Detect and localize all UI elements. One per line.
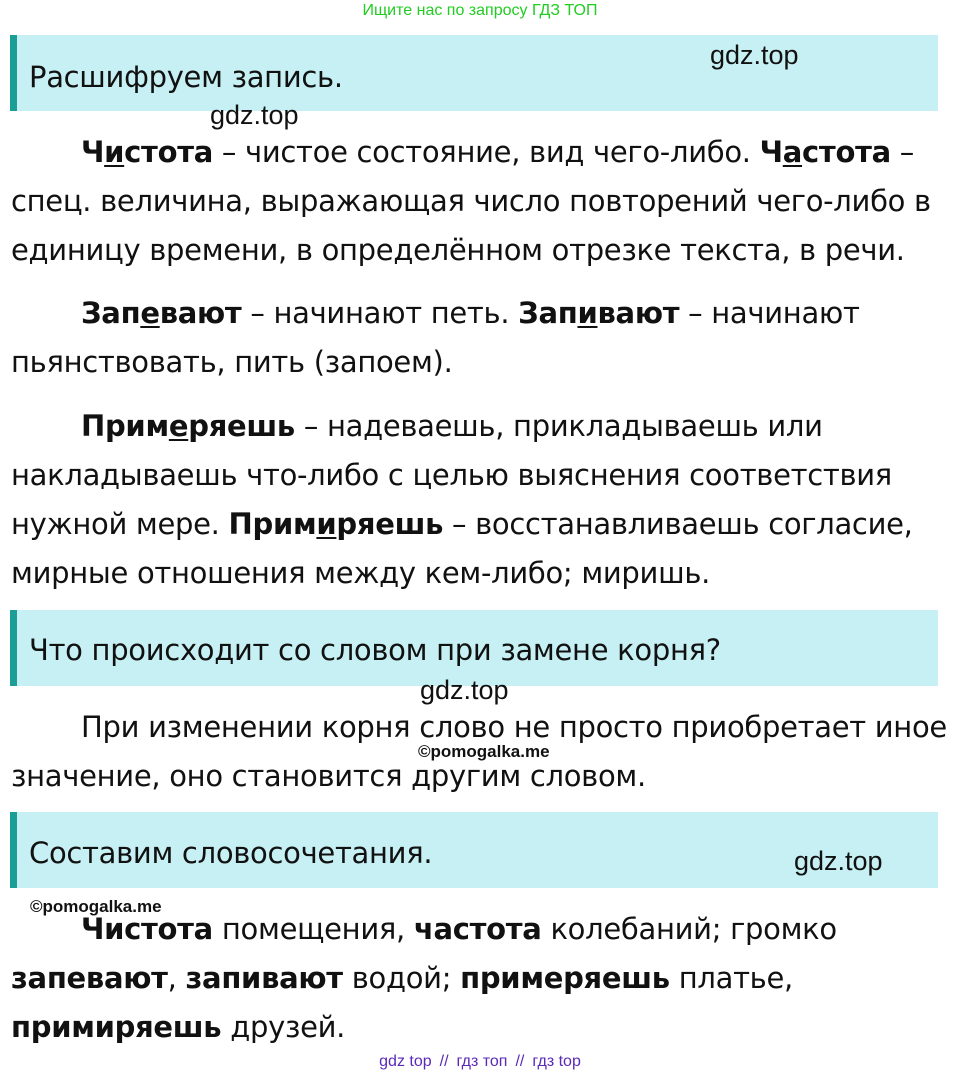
paragraph-primeryaesh: Примеряешь – надеваешь, прикладываешь или накладываешь что-либо с целью выяснения соответствия нужной мере. Примиряешь – восстанавливаешь согласие, мирные отношения между кем-либо; миришь. xyxy=(11,409,913,590)
footer-links xyxy=(0,1053,960,1071)
footer-link-gdz-top-ru[interactable]: гдз топ xyxy=(456,1053,508,1070)
section-title: Составим словосочетания. xyxy=(29,836,433,870)
top-banner: Ищите нас по запросу ГДЗ ТОП xyxy=(362,2,598,19)
watermark-gdz-top: gdz.top xyxy=(710,40,799,70)
footer-link-gdz-top[interactable]: gdz top xyxy=(379,1053,432,1070)
watermark-pomogalka: ©pomogalka.me xyxy=(418,742,550,761)
watermark-gdz-top: gdz.top xyxy=(794,846,883,876)
footer-link-gdz-top-mixed[interactable]: гдз top xyxy=(532,1053,581,1070)
watermark-pomogalka: ©pomogalka.me xyxy=(30,897,162,916)
term-chistota: Чистота xyxy=(81,135,213,169)
paragraph-chistota: Чистота – чистое состояние, вид чего-либо. Частота – спец. величина, выражающая число повторений чего-либо в единицу времени, в определённом отрезке текста, в речи. xyxy=(11,135,931,267)
term-primiryaesh: Примиряешь xyxy=(228,507,444,541)
section-title: Что происходит со словом при замене корня? xyxy=(29,633,721,667)
footer-separator: // xyxy=(439,1053,449,1070)
term-primeryaesh: Примеряешь xyxy=(81,409,295,443)
watermark-gdz-top: gdz.top xyxy=(420,675,509,705)
paragraph-root-change-answer: При изменении корня слово не просто приобретает иное значение, оно становится другим словом. xyxy=(11,710,947,793)
footer-separator: // xyxy=(515,1053,525,1070)
term-chastota: Частота xyxy=(759,135,891,169)
section-header-decode xyxy=(10,35,938,111)
term-zapevayut: Запевают xyxy=(81,296,242,330)
section-title: Расшифруем запись. xyxy=(29,60,343,94)
paragraph-zapevayut: Запевают – начинают петь. Запивают – начинают пьянствовать, пить (запоем). xyxy=(11,296,860,379)
paragraph-phrases: Чистота помещения, частота колебаний; громко запевают, запивают водой; примеряешь платье, примиряешь друзей. xyxy=(11,912,837,1044)
watermark-gdz-top: gdz.top xyxy=(210,100,299,130)
term-zapivayut: Запивают xyxy=(518,296,680,330)
